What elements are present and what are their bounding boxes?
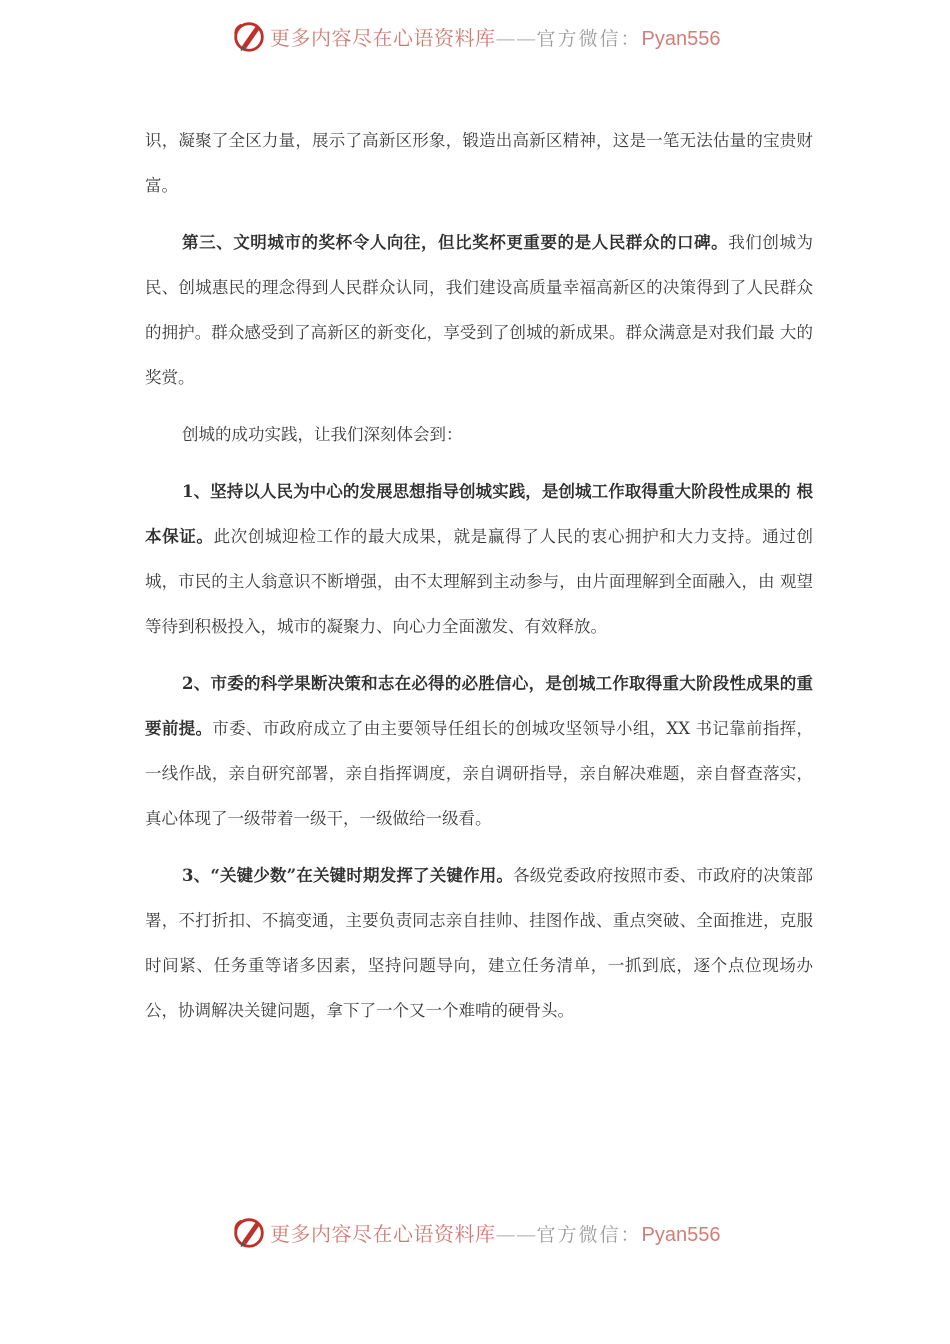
paragraph-3: 创城的成功实践，让我们深刻体会到：	[182, 425, 463, 444]
paragraph-heading: 3、“关键少数”在关键时期发挥了关键作用。	[182, 866, 514, 885]
banner-wechat-id: Pyan556	[641, 27, 721, 50]
banner-wechat-label: 官方微信：	[536, 27, 642, 50]
document-body	[145, 118, 813, 1045]
paragraph-2: 第三、文明城市的奖杯令人向往，但比奖杯更重要的是人民群众的口碑。我们创城为 民、创城惠民的理念得到人民群众认同，我们建设高质量幸福高新区的决策得到了人民群众的拥护。群众感受到了高新区的新变化，享受到了创城的新成果。群众满意是对我们最 大的奖赏。	[145, 233, 814, 387]
paragraph-heading: 1、坚持以人民为中心的发展思想指导创城实践，是创城工作取得重大阶段性成果的 根本保证。	[145, 482, 813, 546]
paragraph-5: 2、市委的科学果断决策和志在必得的必胜信心，是创城工作取得重大阶段性成果的重要前提。市委、市政府成立了由主要领导任组长的创城攻坚领导小组，XX 书记靠前指挥，一线作战，亲自研究部署，亲自指挥调度，亲自调研指导，亲自解决难题，亲自督查落实，真心体现了一级带着一级干，一级做给一级看。	[145, 674, 813, 828]
pen-logo-icon	[230, 1213, 268, 1251]
paragraph-1: 识，凝聚了全区力量，展示了高新区形象，锻造出高新区精神，这是一笔无法估量的宝贵财富。	[145, 131, 813, 195]
footer-banner	[0, 1210, 950, 1254]
banner-wechat-id: Pyan556	[641, 1223, 721, 1246]
banner-main-text: 更多内容尽在心语资料库	[270, 1221, 496, 1246]
paragraph-heading: 2、市委的科学果断决策和志在必得的必胜信心，是创城工作取得重大阶段性成果的重要前提。	[145, 674, 813, 738]
header-banner	[0, 14, 950, 58]
pen-logo-icon	[230, 17, 268, 55]
banner-main-text: 更多内容尽在心语资料库	[270, 25, 496, 50]
banner-dash: ——	[495, 1221, 537, 1246]
paragraph-6: 3、“关键少数”在关键时期发挥了关键作用。各级党委政府按照市委、市政府的决策部署，不打折扣、不搞变通，主要负责同志亲自挂帅、挂图作战、重点突破、全面推进，克服时间紧、任务重等诸多因素，坚持问题导向，建立任务清单，一抓到底，逐个点位现场办公，协调解决关键问题，拿下了一个又一个难啃的硬骨头。	[145, 866, 813, 1020]
banner-dash: ——	[495, 25, 537, 50]
paragraph-heading: 第三、文明城市的奖杯令人向往，但比奖杯更重要的是人民群众的口碑。	[182, 233, 729, 252]
paragraph-4: 1、坚持以人民为中心的发展思想指导创城实践，是创城工作取得重大阶段性成果的 根本保证。此次创城迎检工作的最大成果，就是赢得了人民的衷心拥护和大力支持。通过创城，市民的主人翁意识不断增强，由不太理解到主动参与，由片面理解到全面融入，由 观望等待到积极投入，城市的凝聚力、向心力全面激发、有效释放。	[145, 482, 814, 636]
banner-wechat-label: 官方微信：	[536, 1223, 642, 1246]
